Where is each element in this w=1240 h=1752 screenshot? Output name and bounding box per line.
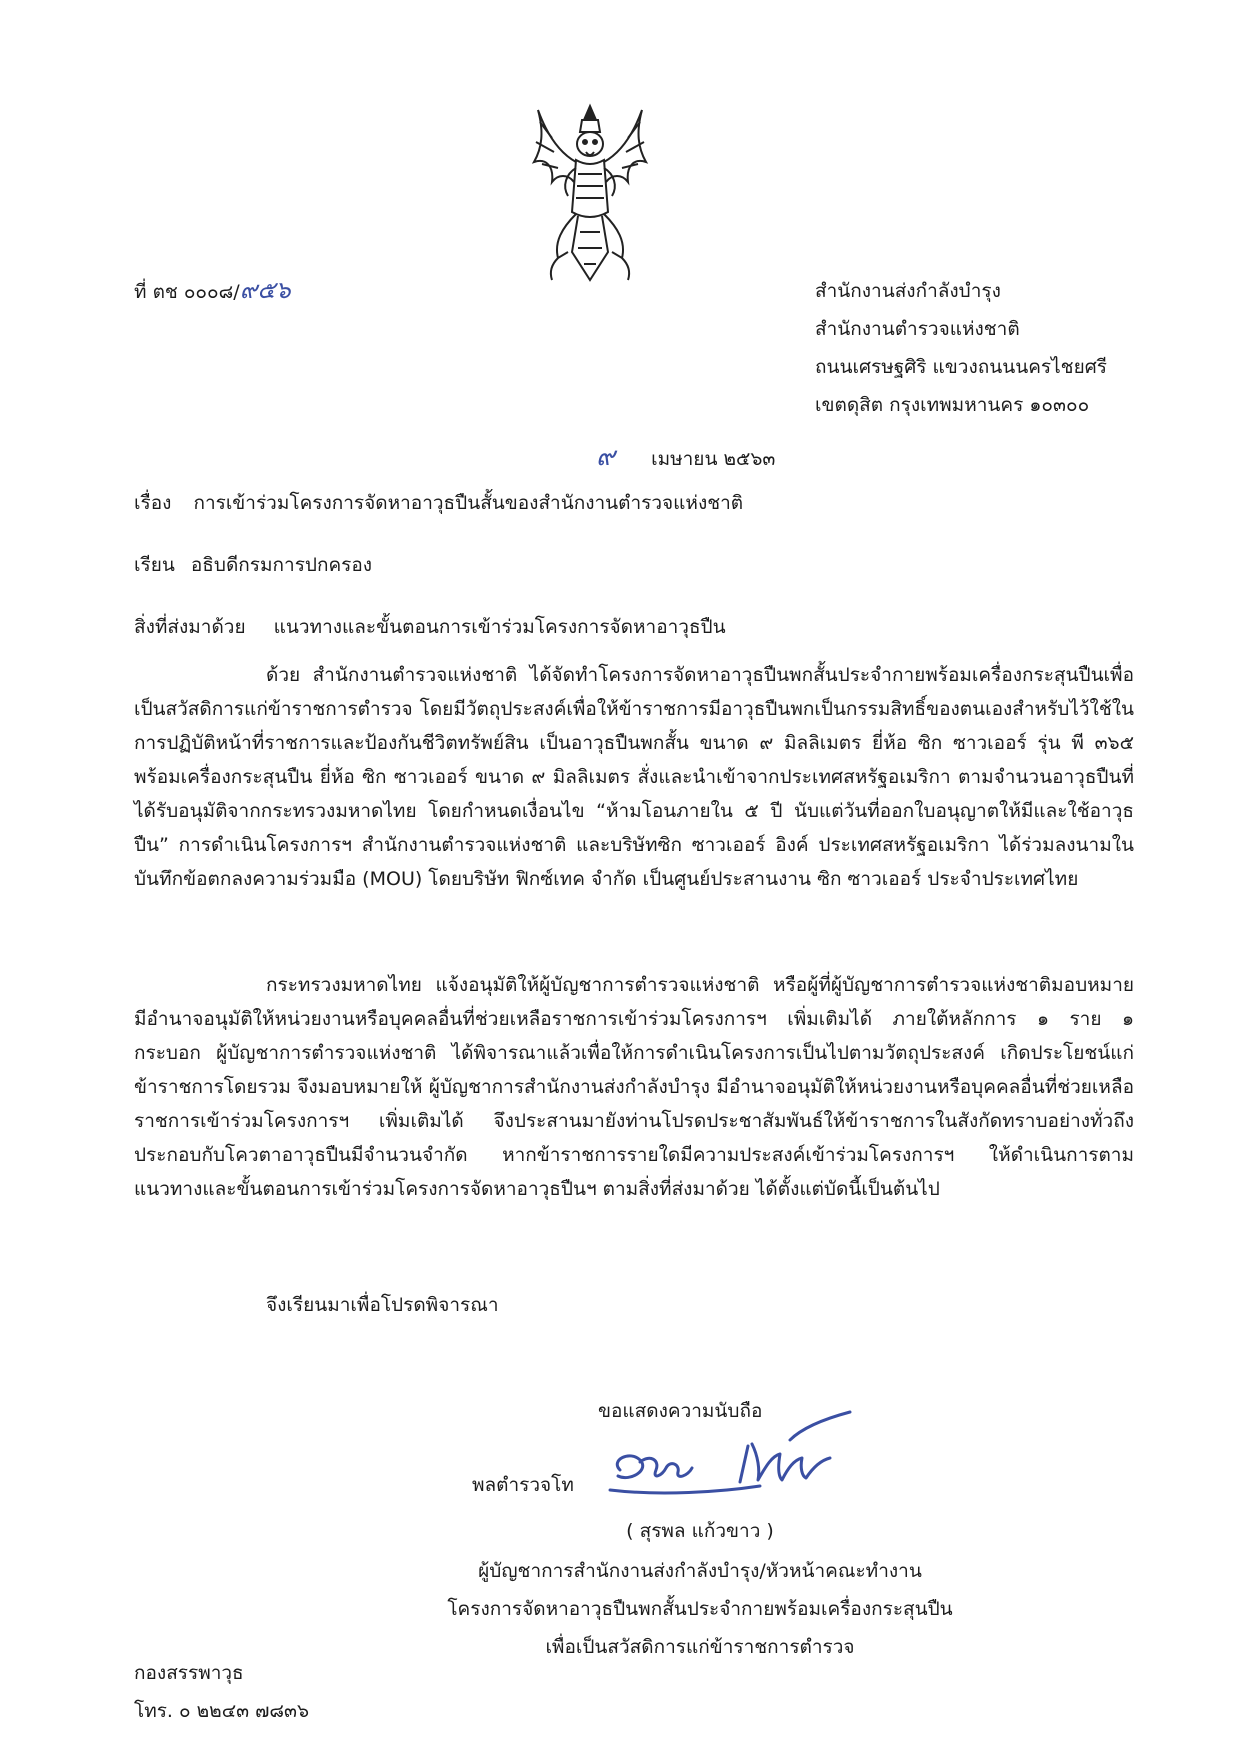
reference-handwritten-number: ๙๕๖ [239,276,291,304]
signer-rank: พลตำรวจโท [472,1474,574,1496]
handwritten-signature-icon [600,1400,880,1510]
sender-line-1: สำนักงานส่งกำลังบำรุง [815,280,1001,302]
sender-address [815,272,1107,424]
signer-name: ( สุรพล แก้วขาว ) [626,1520,774,1542]
subject-text: การเข้าร่วมโครงการจัดหาอาวุธปืนสั้นของสำนักงานตำรวจแห่งชาติ [193,492,744,514]
sender-line-4: เขตดุสิต กรุงเทพมหานคร ๑๐๓๐๐ [815,394,1090,416]
reference-prefix: ที่ ตช ๐๐๐๘/ [134,281,240,303]
footer-department: กองสรรพาวุธ [134,1662,244,1684]
closing-salutation: ขอแสดงความนับถือ [598,1400,763,1422]
body-paragraph-2: กระทรวงมหาดไทย แจ้งอนุมัติให้ผู้บัญชาการตำรวจแห่งชาติ หรือผู้ที่ผู้บัญชาการตำรวจแห่งชาติมอบหมาย มีอำนาจอนุมัติให้หน่วยงานหรือบุคคลอื่นที่ช่วยเหลือราชการเข้าร่วมโครงการฯ เพิ่มเติมได้ ภายใต้หลักการ ๑ ราย ๑ กระบอก ผู้บัญชาการตำรวจแห่งชาติ ได้พิจารณาแล้วเพื่อให้การดำเนินโครงการเป็นไปตามวัตถุประสงค์ เกิดประโยชน์แก่ข้าราชการโดยรวม จึงมอบหมายให้ ผู้บัญชาการสำนักงานส่งกำลังบำรุง มีอำนาจอนุมัติให้หน่วยงานหรือบุคคลอื่นที่ช่วยเหลือราชการเข้าร่วมโครงการฯ เพิ่มเติมได้ จึงประสานมายังท่านโปรดประชาสัมพันธ์ให้ข้าราชการในสังกัดทราบอย่างทั่วถึง ประกอบกับโควตาอาวุธปืนมีจำนวนจำกัด หากข้าราชการรายใดมีความประสงค์เข้าร่วมโครงการฯ ให้ดำเนินการตามแนวทางและขั้นตอนการเข้าร่วมโครงการจัดหาอาวุธปืนฯ ตามสิ่งที่ส่งมาด้วย ได้ตั้งแต่บัดนี้เป็นต้นไป [134,974,1134,1200]
recipient-label: เรียน [134,554,175,576]
footer-phone: โทร. ๐ ๒๒๔๓ ๗๘๓๖ [134,1700,310,1722]
reference-number [134,270,291,309]
sender-line-3: ถนนเศรษฐศิริ แขวงถนนนครไชยศรี [815,356,1107,378]
recipient-text: อธิบดีกรมการปกครอง [190,554,373,576]
signer-position-line-1: ผู้บัญชาการสำนักงานส่งกำลังบำรุง/หัวหน้าคณะทำงาน [478,1560,922,1582]
enclosure-label: สิ่งที่ส่งมาด้วย [134,616,246,638]
enclosure-text: แนวทางและขั้นตอนการเข้าร่วมโครงการจัดหาอาวุธปืน [273,616,726,638]
date-month-year: เมษายน ๒๕๖๓ [651,448,776,470]
enclosure-line [134,612,726,642]
subject-line [134,488,743,518]
closing-request: จึงเรียนมาเพื่อโปรดพิจารณา [266,1294,499,1316]
letter-date [596,436,775,477]
garuda-emblem-icon [528,102,652,288]
sender-line-2: สำนักงานตำรวจแห่งชาติ [815,318,1020,340]
subject-label: เรื่อง [134,492,172,514]
signer-position-line-3: เพื่อเป็นสวัสดิการแก่ข้าราชการตำรวจ [545,1636,855,1658]
recipient-line [134,550,372,580]
signer-position-line-2: โครงการจัดหาอาวุธปืนพกสั้นประจำกายพร้อมเครื่องกระสุนปืน [447,1598,953,1620]
date-day-handwritten: ๙ [596,442,616,472]
body-paragraph-1: ด้วย สำนักงานตำรวจแห่งชาติ ได้จัดทำโครงการจัดหาอาวุธปืนพกสั้นประจำกายพร้อมเครื่องกระสุนปืนเพื่อเป็นสวัสดิการแก่ข้าราชการตำรวจ โดยมีวัตถุประสงค์เพื่อให้ข้าราชการมีอาวุธปืนพกเป็นกรรมสิทธิ์ของตนเองสำหรับไว้ใช้ในการปฏิบัติหน้าที่ราชการและป้องกันชีวิตทรัพย์สิน เป็นอาวุธปืนพกสั้น ขนาด ๙ มิลลิเมตร ยี่ห้อ ซิก ซาวเออร์ รุ่น พี ๓๖๕ พร้อมเครื่องกระสุนปืน ยี่ห้อ ซิก ซาวเออร์ ขนาด ๙ มิลลิเมตร สั่งและนำเข้าจากประเทศสหรัฐอเมริกา ตามจำนวนอาวุธปืนที่ได้รับอนุมัติจากกระทรวงมหาดไทย โดยกำหนดเงื่อนไข “ห้ามโอนภายใน ๕ ปี นับแต่วันที่ออกใบอนุญาตให้มีและใช้อาวุธปืน” การดำเนินโครงการฯ สำนักงานตำรวจแห่งชาติ และบริษัทซิก ซาวเออร์ อิงค์ ประเทศสหรัฐอเมริกา ได้ร่วมลงนามในบันทึกข้อตกลงความร่วมมือ (MOU) โดยบริษัท ฟิกซ์เทค จำกัด เป็นศูนย์ประสานงาน ซิก ซาวเออร์ ประจำประเทศไทย [134,664,1134,890]
